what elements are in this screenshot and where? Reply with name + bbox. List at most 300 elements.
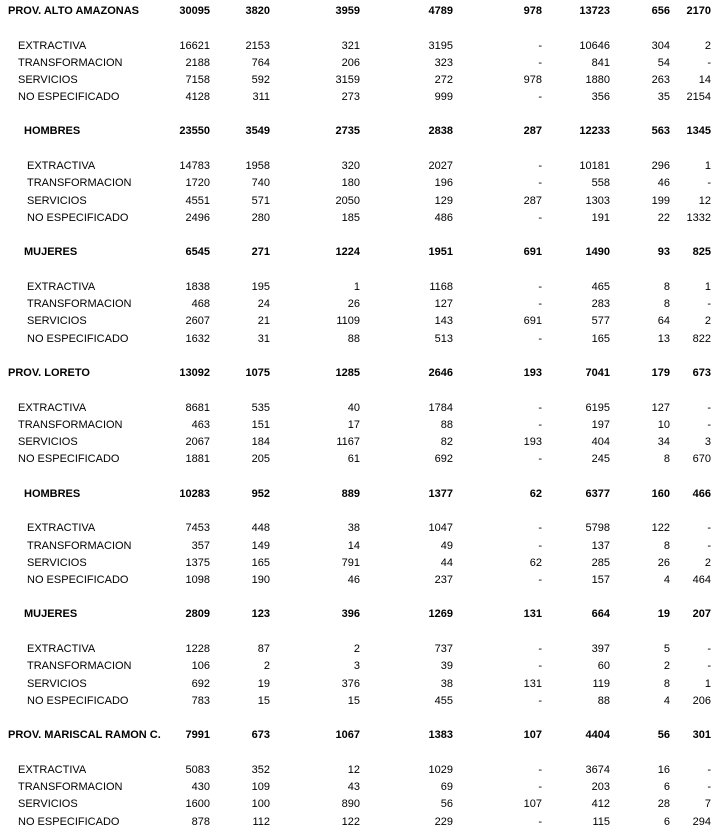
table-cell: 1 — [704, 678, 711, 690]
row-label: NO ESPECIFICADO — [27, 212, 129, 224]
table-cell: 82 — [440, 436, 453, 448]
table-cell: - — [538, 333, 542, 345]
row-label: EXTRACTIVA — [18, 402, 87, 414]
table-cell: 5798 — [585, 522, 610, 534]
table-cell: 88 — [440, 419, 453, 431]
table-cell: 673 — [692, 367, 711, 379]
table-cell: - — [707, 540, 711, 552]
table-row — [0, 452, 715, 466]
table-row — [0, 314, 715, 328]
table-cell: 191 — [591, 212, 610, 224]
table-cell: 88 — [347, 333, 360, 345]
table-cell: 7158 — [185, 74, 210, 86]
table-cell: 127 — [651, 402, 670, 414]
table-cell: 513 — [434, 333, 453, 345]
table-cell: 2050 — [335, 195, 360, 207]
row-label: TRANSFORMACION — [18, 781, 123, 793]
row-label: MUJERES — [24, 246, 78, 258]
table-cell: 165 — [251, 557, 270, 569]
table-cell: 376 — [341, 678, 360, 690]
table-row — [0, 521, 715, 535]
table-cell: 14 — [347, 540, 360, 552]
row-label: MUJERES — [24, 608, 78, 620]
table-cell: 190 — [251, 574, 270, 586]
table-cell: 22 — [657, 212, 670, 224]
table-cell: 323 — [434, 57, 453, 69]
table-cell: 13 — [657, 333, 670, 345]
row-label: PROV. ALTO AMAZONAS — [8, 5, 139, 17]
table-cell: 193 — [523, 436, 542, 448]
table-row — [0, 797, 715, 811]
table-cell: 1951 — [428, 246, 453, 258]
row-label: SERVICIOS — [18, 74, 78, 86]
table-cell: 1881 — [185, 453, 210, 465]
row-label: TRANSFORMACION — [27, 177, 132, 189]
table-cell: - — [538, 453, 542, 465]
table-cell: 3549 — [245, 125, 270, 137]
table-cell: 2170 — [686, 5, 711, 17]
table-cell: 404 — [591, 436, 610, 448]
table-cell: 889 — [341, 488, 360, 500]
table-cell: 69 — [440, 781, 453, 793]
table-cell: 691 — [523, 315, 542, 327]
row-label: SERVICIOS — [27, 315, 87, 327]
table-cell: 287 — [523, 195, 542, 207]
table-cell: 321 — [341, 40, 360, 52]
table-cell: 8 — [663, 298, 670, 310]
table-cell: 2067 — [185, 436, 210, 448]
table-cell: 1880 — [585, 74, 610, 86]
table-cell: 465 — [591, 281, 610, 293]
table-row — [0, 780, 715, 794]
table-cell: 31 — [257, 333, 270, 345]
province-row — [0, 4, 715, 18]
table-cell: 44 — [440, 557, 453, 569]
table-cell: - — [538, 540, 542, 552]
table-cell: 2607 — [185, 315, 210, 327]
table-row — [0, 280, 715, 294]
table-cell: 285 — [591, 557, 610, 569]
table-cell: 107 — [523, 729, 542, 741]
row-label: TRANSFORMACION — [18, 419, 123, 431]
row-label: NO ESPECIFICADO — [27, 695, 129, 707]
table-cell: 294 — [692, 816, 711, 828]
table-cell: - — [538, 212, 542, 224]
table-cell: 4789 — [428, 5, 453, 17]
table-cell: 106 — [191, 660, 210, 672]
table-cell: 1838 — [185, 281, 210, 293]
row-label: TRANSFORMACION — [18, 57, 123, 69]
table-cell: 468 — [191, 298, 210, 310]
sex-subtotal-row — [0, 245, 715, 259]
table-cell: 26 — [347, 298, 360, 310]
table-cell: - — [707, 660, 711, 672]
table-cell: 1490 — [585, 246, 610, 258]
row-label: NO ESPECIFICADO — [18, 816, 120, 828]
table-cell: 1958 — [245, 160, 270, 172]
table-cell: 109 — [251, 781, 270, 793]
table-row — [0, 677, 715, 691]
row-label: SERVICIOS — [27, 195, 87, 207]
row-label: NO ESPECIFICADO — [18, 91, 120, 103]
table-cell: 179 — [651, 367, 670, 379]
table-cell: 1377 — [428, 488, 453, 500]
table-cell: 34 — [657, 436, 670, 448]
table-cell: 7 — [704, 798, 711, 810]
table-cell: 2 — [704, 40, 711, 52]
table-cell: 3959 — [335, 5, 360, 17]
table-cell: 12 — [347, 764, 360, 776]
table-cell: 563 — [651, 125, 670, 137]
table-cell: - — [707, 522, 711, 534]
table-cell: 46 — [347, 574, 360, 586]
table-cell: 237 — [434, 574, 453, 586]
table-cell: 3674 — [585, 764, 610, 776]
table-cell: 1383 — [428, 729, 453, 741]
table-cell: 61 — [347, 453, 360, 465]
table-cell: 664 — [591, 608, 610, 620]
table-cell: 137 — [591, 540, 610, 552]
table-cell: 1332 — [686, 212, 711, 224]
table-cell: 122 — [651, 522, 670, 534]
row-label: SERVICIOS — [27, 678, 87, 690]
table-cell: 13723 — [579, 5, 610, 17]
table-row — [0, 763, 715, 777]
table-cell: 1109 — [336, 315, 360, 327]
table-cell: - — [538, 660, 542, 672]
table-cell: 592 — [251, 74, 270, 86]
table-cell: 1067 — [335, 729, 360, 741]
table-cell: 16 — [657, 764, 670, 776]
table-cell: 131 — [523, 678, 542, 690]
table-cell: 841 — [591, 57, 610, 69]
table-cell: 13092 — [179, 367, 210, 379]
row-label: HOMBRES — [24, 488, 81, 500]
table-cell: 486 — [434, 212, 453, 224]
table-cell: 6 — [663, 816, 670, 828]
table-row — [0, 401, 715, 415]
table-cell: 14 — [698, 74, 711, 86]
table-cell: 205 — [251, 453, 270, 465]
row-label: EXTRACTIVA — [18, 764, 87, 776]
table-cell: - — [538, 522, 542, 534]
table-cell: 10283 — [179, 488, 210, 500]
table-row — [0, 556, 715, 570]
table-cell: 193 — [523, 367, 542, 379]
table-cell: 40 — [347, 402, 360, 414]
table-cell: 1 — [353, 281, 360, 293]
table-cell: 64 — [657, 315, 670, 327]
table-cell: 203 — [591, 781, 610, 793]
row-label: EXTRACTIVA — [27, 281, 96, 293]
table-cell: 571 — [251, 195, 270, 207]
table-cell: 107 — [523, 798, 542, 810]
table-cell: - — [538, 781, 542, 793]
table-cell: 17 — [347, 419, 360, 431]
table-cell: 2809 — [185, 608, 210, 620]
row-label: TRANSFORMACION — [27, 298, 132, 310]
table-cell: 692 — [434, 453, 453, 465]
table-row — [0, 694, 715, 708]
table-cell: 978 — [523, 5, 542, 17]
table-cell: 151 — [251, 419, 270, 431]
table-cell: - — [707, 402, 711, 414]
table-cell: 21 — [257, 315, 270, 327]
table-cell: 691 — [523, 246, 542, 258]
table-cell: 195 — [251, 281, 270, 293]
table-cell: - — [538, 57, 542, 69]
table-cell: 10181 — [579, 160, 610, 172]
table-cell: 1375 — [185, 557, 210, 569]
table-row — [0, 297, 715, 311]
table-cell: 8 — [663, 540, 670, 552]
table-cell: 4 — [663, 574, 670, 586]
table-cell: 8 — [663, 453, 670, 465]
table-cell: - — [707, 57, 711, 69]
table-cell: - — [538, 402, 542, 414]
row-label: PROV. LORETO — [8, 367, 90, 379]
table-cell: 764 — [251, 57, 270, 69]
table-cell: 3195 — [428, 40, 453, 52]
table-cell: 46 — [657, 177, 670, 189]
table-cell: 15 — [347, 695, 360, 707]
row-label: TRANSFORMACION — [27, 540, 132, 552]
table-cell: 5 — [663, 643, 670, 655]
table-cell: 26 — [657, 557, 670, 569]
table-cell: 160 — [651, 488, 670, 500]
table-cell: 6195 — [585, 402, 610, 414]
table-cell: 206 — [341, 57, 360, 69]
table-cell: 149 — [251, 540, 270, 552]
table-cell: 56 — [440, 798, 453, 810]
table-cell: 273 — [341, 91, 360, 103]
table-cell: 311 — [252, 91, 270, 103]
table-cell: 93 — [657, 246, 670, 258]
table-cell: 890 — [341, 798, 360, 810]
table-cell: 272 — [434, 74, 453, 86]
table-cell: 283 — [591, 298, 610, 310]
table-cell: - — [707, 298, 711, 310]
table-cell: 60 — [597, 660, 610, 672]
table-cell: 2735 — [335, 125, 360, 137]
table-cell: 558 — [591, 177, 610, 189]
table-row — [0, 73, 715, 87]
row-label: NO ESPECIFICADO — [27, 333, 129, 345]
table-cell: 673 — [251, 729, 270, 741]
table-cell: 2 — [263, 660, 270, 672]
table-cell: 119 — [592, 678, 610, 690]
row-label: NO ESPECIFICADO — [18, 453, 120, 465]
sex-subtotal-row — [0, 124, 715, 138]
table-cell: 1 — [704, 281, 711, 293]
table-cell: 3 — [353, 660, 360, 672]
table-cell: 122 — [341, 816, 360, 828]
table-cell: 127 — [434, 298, 453, 310]
table-cell: 131 — [523, 608, 542, 620]
table-cell: 2 — [353, 643, 360, 655]
table-cell: 2 — [704, 315, 711, 327]
row-label: SERVICIOS — [27, 557, 87, 569]
table-cell: 39 — [440, 660, 453, 672]
table-cell: 14783 — [179, 160, 210, 172]
table-cell: - — [538, 177, 542, 189]
table-cell: 4128 — [185, 91, 210, 103]
table-cell: - — [707, 419, 711, 431]
table-cell: - — [538, 281, 542, 293]
table-row — [0, 659, 715, 673]
table-cell: - — [538, 91, 542, 103]
table-cell: 2153 — [245, 40, 270, 52]
table-cell: 2154 — [686, 91, 711, 103]
table-cell: 199 — [651, 195, 670, 207]
table-cell: 463 — [191, 419, 210, 431]
sex-subtotal-row — [0, 607, 715, 621]
table-cell: 87 — [257, 643, 270, 655]
table-cell: 737 — [434, 643, 453, 655]
table-cell: 1345 — [686, 125, 711, 137]
table-cell: 822 — [692, 333, 711, 345]
table-cell: 3 — [704, 436, 711, 448]
table-cell: 6 — [663, 781, 670, 793]
table-cell: 878 — [191, 816, 210, 828]
table-cell: - — [538, 643, 542, 655]
table-cell: 143 — [434, 315, 453, 327]
table-cell: 2188 — [185, 57, 210, 69]
table-cell: - — [538, 298, 542, 310]
sex-subtotal-row — [0, 487, 715, 501]
table-cell: 271 — [251, 246, 270, 258]
table-cell: 6545 — [185, 246, 210, 258]
table-cell: 112 — [252, 816, 270, 828]
table-cell: 1784 — [428, 402, 453, 414]
table-row — [0, 435, 715, 449]
table-cell: 4 — [663, 695, 670, 707]
table-cell: 229 — [434, 816, 453, 828]
table-cell: 280 — [251, 212, 270, 224]
table-cell: 692 — [191, 678, 210, 690]
table-cell: 287 — [523, 125, 542, 137]
table-row — [0, 642, 715, 656]
table-cell: 8681 — [185, 402, 210, 414]
table-cell: 62 — [529, 557, 542, 569]
table-row — [0, 539, 715, 553]
table-cell: 196 — [434, 177, 453, 189]
table-cell: 740 — [251, 177, 270, 189]
table-row — [0, 194, 715, 208]
table-cell: 197 — [591, 419, 610, 431]
table-cell: 1600 — [185, 798, 210, 810]
table-cell: 357 — [191, 540, 210, 552]
table-cell: 783 — [191, 695, 210, 707]
table-cell: - — [707, 781, 711, 793]
table-cell: 1075 — [245, 367, 270, 379]
table-row — [0, 39, 715, 53]
table-cell: - — [538, 40, 542, 52]
table-cell: 35 — [657, 91, 670, 103]
table-cell: 5083 — [185, 764, 210, 776]
table-cell: 54 — [657, 57, 670, 69]
table-row — [0, 56, 715, 70]
table-cell: 19 — [657, 608, 670, 620]
table-cell: 49 — [440, 540, 453, 552]
table-cell: 1 — [704, 160, 711, 172]
row-label: HOMBRES — [24, 125, 81, 137]
table-cell: 999 — [434, 91, 453, 103]
table-cell: 19 — [257, 678, 270, 690]
table-cell: 1720 — [185, 177, 210, 189]
table-row — [0, 159, 715, 173]
table-cell: 38 — [440, 678, 453, 690]
table-cell: 115 — [592, 816, 610, 828]
table-cell: 30095 — [179, 5, 210, 17]
table-cell: 356 — [591, 91, 610, 103]
table-cell: 1228 — [185, 643, 210, 655]
table-cell: 8 — [663, 678, 670, 690]
table-row — [0, 332, 715, 346]
table-cell: - — [538, 695, 542, 707]
table-cell: - — [538, 816, 542, 828]
table-cell: 157 — [591, 574, 610, 586]
table-row — [0, 573, 715, 587]
row-label: EXTRACTIVA — [27, 522, 96, 534]
table-cell: 296 — [651, 160, 670, 172]
table-cell: 448 — [251, 522, 270, 534]
table-cell: 1168 — [429, 281, 453, 293]
table-cell: 56 — [657, 729, 670, 741]
table-cell: 464 — [692, 574, 711, 586]
table-cell: 1303 — [585, 195, 610, 207]
table-cell: - — [538, 419, 542, 431]
table-cell: 165 — [591, 333, 610, 345]
row-label: EXTRACTIVA — [27, 160, 96, 172]
table-cell: 180 — [341, 177, 360, 189]
table-cell: 23550 — [179, 125, 210, 137]
table-cell: 185 — [341, 212, 360, 224]
table-cell: 15 — [257, 695, 270, 707]
table-cell: 10646 — [579, 40, 610, 52]
table-cell: 3820 — [245, 5, 270, 17]
table-row — [0, 176, 715, 190]
table-cell: 397 — [591, 643, 610, 655]
table-cell: 7991 — [185, 729, 210, 741]
table-cell: 7453 — [185, 522, 210, 534]
table-cell: 1098 — [185, 574, 210, 586]
table-row — [0, 815, 715, 829]
table-cell: 1029 — [428, 764, 453, 776]
table-cell: 88 — [597, 695, 610, 707]
table-cell: 1285 — [335, 367, 360, 379]
row-label: EXTRACTIVA — [18, 40, 87, 52]
table-cell: 430 — [191, 781, 210, 793]
table-cell: 62 — [529, 488, 542, 500]
table-cell: 2 — [704, 557, 711, 569]
row-label: PROV. MARISCAL RAMON C. — [8, 729, 161, 741]
table-cell: 2838 — [428, 125, 453, 137]
table-cell: 2027 — [428, 160, 453, 172]
table-cell: - — [707, 764, 711, 776]
table-cell: 206 — [692, 695, 711, 707]
table-cell: 301 — [692, 729, 711, 741]
table-cell: 304 — [651, 40, 670, 52]
table-cell: 123 — [251, 608, 270, 620]
table-cell: 2496 — [185, 212, 210, 224]
table-cell: 245 — [591, 453, 610, 465]
province-row — [0, 366, 715, 380]
table-cell: 10 — [657, 419, 670, 431]
table-cell: 352 — [251, 764, 270, 776]
table-cell: 825 — [692, 246, 711, 258]
table-cell: - — [538, 764, 542, 776]
